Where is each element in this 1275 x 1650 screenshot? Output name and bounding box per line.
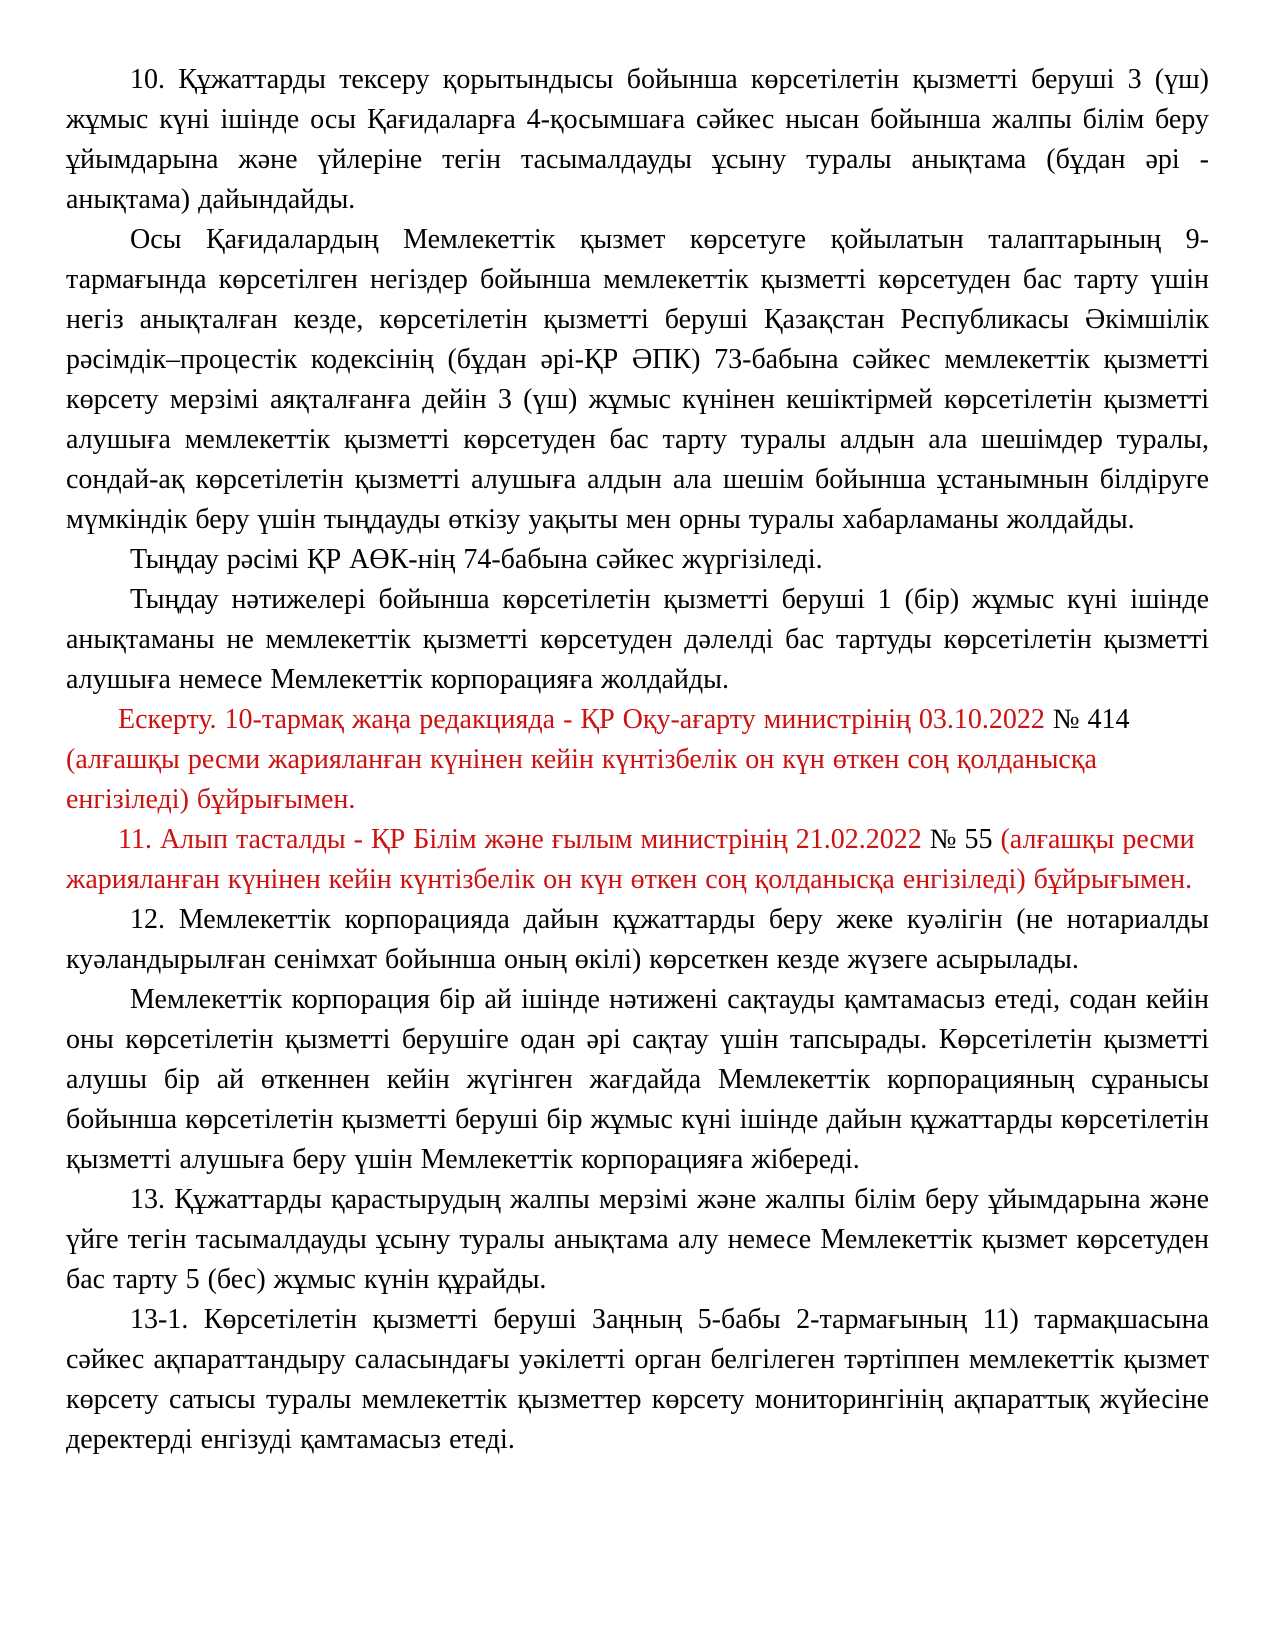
clause-10-hearing-procedure [66, 540, 1209, 580]
clause-10-refusal-procedure [66, 220, 1209, 540]
text-segment: Тыңдау рәсімі ҚР АӨК-нің 74-бабына сәйкес жүргізіледі. [130, 544, 823, 575]
clause-10 [66, 60, 1209, 220]
text-segment: 13. Құжаттарды қарастырудың жалпы мерзімі және жалпы білім беру ұйымдарына және үйге тегін тасымалдауды ұсыну туралы анықтама алу немесе Мемлекеттік қызмет көрсетуден бас тарту 5 (бес) жұмыс күнін құрайды. [66, 1184, 1209, 1295]
text-segment: № 55 [929, 824, 993, 855]
text-segment: Ескерту. 10-тармақ жаңа редакцияда - ҚР Оқу-ағарту министрінің 03.10.2022 [118, 704, 1053, 735]
clause-13 [66, 1180, 1209, 1300]
text-segment: (алғашқы ресми жарияланған күнінен кейін күнтізбелік он күн өткен соң қолданысқа енгізіледі) бұйрығымен. [66, 744, 1097, 815]
clause-10-amendment-note [66, 700, 1209, 820]
text-segment: 12. Мемлекеттік корпорацияда дайын құжаттарды беру жеке куәлігін (не нотариалды куәландырылған сенімхат бойынша оның өкілі) көрсеткен кезде жүзеге асырылады. [66, 904, 1209, 975]
text-segment: 13-1. Көрсетілетін қызметті беруші Заңның 5-бабы 2-тармағының 11) тармақшасына сәйкес ақпараттандыру саласындағы уәкілетті орган белгілеген тәртіппен мемлекеттік қызмет көрсету сатысы туралы мемлекеттік қызметтер көрсету мониторингінің ақпараттық жүйесіне деректерді енгізуді қамтамасыз етеді. [66, 1304, 1209, 1455]
text-segment: 11. Алып тасталды - ҚР Білім және ғылым министрінің 21.02.2022 [118, 824, 930, 855]
clause-12-storage [66, 980, 1209, 1180]
text-segment: (алғашқы ресми жарияланған күнінен кейін күнтізбелік он күн өткен соң қолданысқа енгізіледі) бұйрығымен. [66, 824, 1195, 895]
clause-10-hearing-results [66, 580, 1209, 700]
text-segment: Мемлекеттік корпорация бір ай ішінде нәтижені сақтауды қамтамасыз етеді, содан кейін оны көрсетілетін қызметті берушіге одан әрі сақтау үшін тапсырады. Көрсетілетін қызметті алушы бір ай өткеннен кейін жүгінген жағдайда Мемлекеттік корпорацияның сұранысы бойынша көрсетілетін қызметті беруші бір жұмыс күні ішінде дайын құжаттарды көрсетілетін қызметті алушыға беру үшін Мемлекеттік корпорацияға жібереді. [66, 984, 1209, 1175]
document-body [66, 60, 1209, 1460]
clause-13-1 [66, 1300, 1209, 1460]
text-segment: Осы Қағидалардың Мемлекеттік қызмет көрсетуге қойылатын талаптарының 9-тармағында көрсетілген негіздер бойынша мемлекеттік қызметті көрсетуден бас тарту үшін негіз анықталған кезде, көрсетілетін қызметті беруші Қазақстан Республикасы Әкімшілік рәсімдік–процестік кодексінің (бұдан әрі-ҚР ӘПК) 73-бабына сәйкес мемлекеттік қызметті көрсету мерзімі аяқталғанға дейін 3 (үш) жұмыс күнінен кешіктірмей көрсетілетін қызметті алушыға мемлекеттік қызметті көрсетуден бас тарту туралы алдын ала шешімдер туралы, сондай-ақ көрсетілетін қызметті алушыға алдын ала шешім бойынша ұстанымнын білдіруге мүмкіндік беру үшін тыңдауды өткізу уақыты мен орны туралы хабарламаны жолдайды. [66, 224, 1209, 535]
text-segment: Тыңдау нәтижелері бойынша көрсетілетін қызметті беруші 1 (бір) жұмыс күні ішінде анықтаманы не мемлекеттік қызметті көрсетуден дәлелді бас тартуды көрсетілетін қызметті алушыға немесе Мемлекеттік корпорацияға жолдайды. [66, 584, 1209, 695]
text-segment: № 414 [1052, 704, 1130, 735]
text-segment: 10. Құжаттарды тексеру қорытындысы бойынша көрсетілетін қызметті беруші 3 (үш) жұмыс күні ішінде осы Қағидаларға 4-қосымшаға сәйкес нысан бойынша жалпы білім беру ұйымдарына және үйлеріне тегін тасымалдауды ұсыну туралы анықтама (бұдан әрі - анықтама) дайындайды. [66, 64, 1209, 215]
clause-11-removed-note [66, 820, 1209, 900]
clause-12 [66, 900, 1209, 980]
